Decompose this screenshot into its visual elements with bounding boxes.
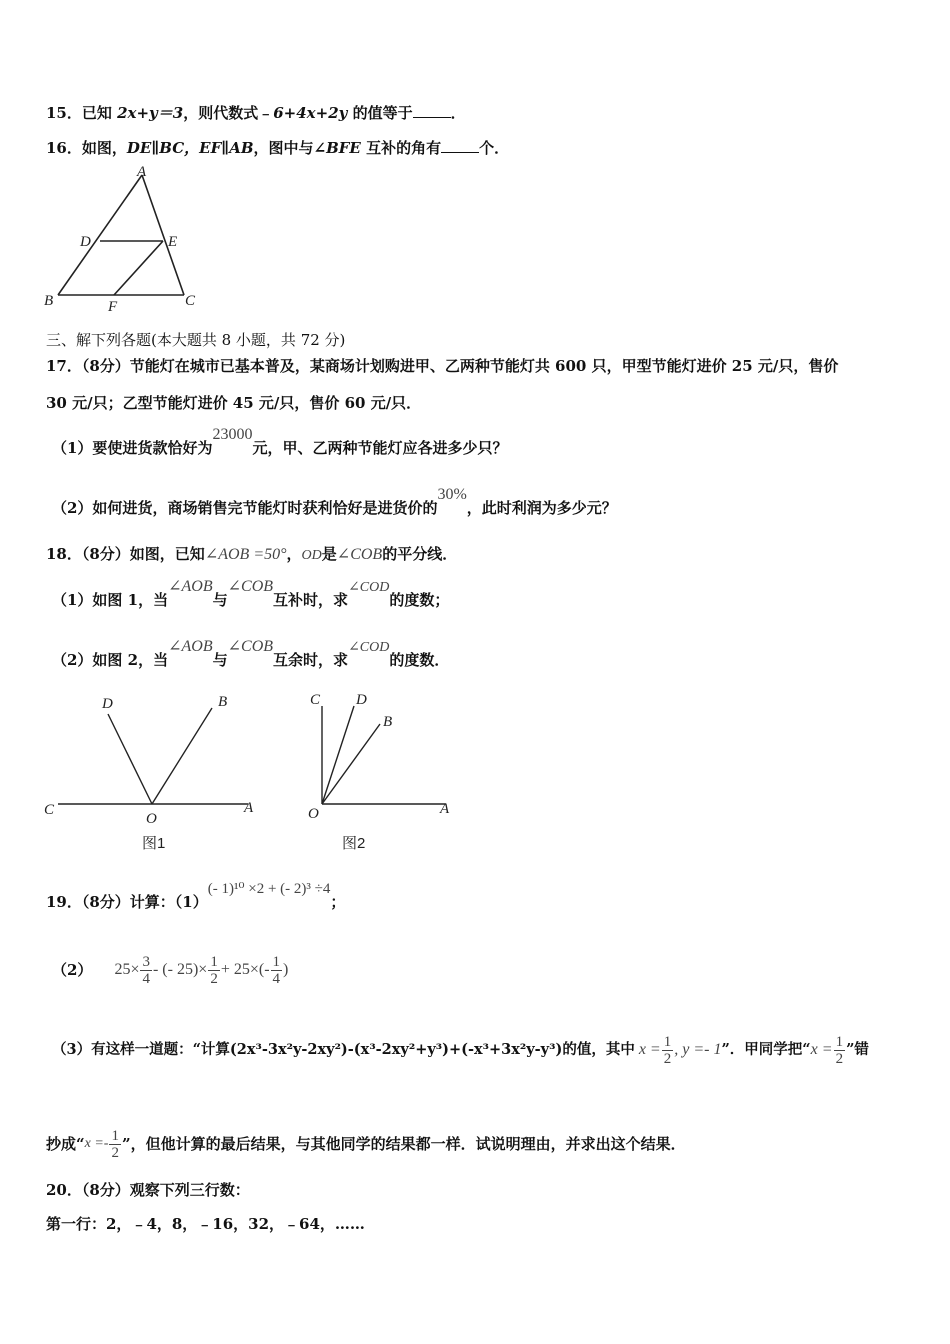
answer-blank (413, 103, 451, 118)
label-o: O (146, 811, 157, 827)
fraction: $\frac{1}{2}$ (663, 1033, 672, 1067)
segment-ef (114, 241, 163, 295)
label-a: A (440, 801, 450, 817)
q18-part2: （2）如图 2，当∠AOB与∠COB互余时，求∠COD的度数． (52, 638, 450, 669)
label-b: B (44, 293, 54, 309)
label-o: O (308, 806, 319, 822)
label-d: D (80, 234, 91, 250)
segment-ac (142, 175, 184, 295)
q17-line1: 17．（8分）节能灯在城市已基本普及，某商场计划购进甲、乙两种节能灯共 600 只，甲型节能灯进价 25 元/只，售价 (46, 357, 839, 375)
q18-part1: （1）如图 1，当∠AOB与∠COB互补时，求∠COD的度数； (52, 578, 450, 609)
q17-line2: 30 元/只；乙型节能灯进价 45 元/只，售价 60 元/只． (46, 394, 422, 412)
expr-part1: (- 1)¹⁰ ×2 + (- 2)³ ÷4 (207, 881, 331, 897)
q15-expr1: 2x+y＝3 (117, 104, 184, 122)
label-a: A (137, 164, 147, 180)
q19-part2: （2） 25× $\frac{3}{4}$ - (- 25)× $\frac{1}{2}$ + 25×(- $\frac{1}{4}$ ) (52, 953, 289, 987)
percent-value: 30% (437, 486, 467, 503)
fraction: $\frac{3}{4}$ (142, 953, 150, 987)
q17-part1: （1）要使进货款恰好为23000元，甲、乙两种节能灯应各进多少只？ (52, 426, 508, 457)
q19-line1: 19．（8分）计算：（1）(- 1)¹⁰ ×2 + (- 2)³ ÷4； (46, 881, 346, 911)
label-d: D (102, 696, 113, 712)
fraction: $\frac{1}{4}$ (272, 953, 281, 987)
label-c: C (310, 692, 321, 708)
q19-part3: （3）有这样一道题：“计算(2x³-3x²y-2xy²)-(x³-2xy²+y³)+(-x³+3x²y-y³)的值，其中 x = $\frac{1}{2}$ , y =- 1 ”．甲同学把“ x = $\frac{1}{2}$ ”错 (52, 1033, 869, 1067)
q18-figure-1 (38, 688, 270, 860)
answer-blank (441, 138, 479, 153)
q20-row1: 第一行：2，﹣4，8，﹣16，32，﹣64，…… (46, 1215, 365, 1233)
q18-line: 18．（8分）如图，已知∠AOB =50°，OD是∠COB的平分线． (46, 545, 458, 563)
ray-ob (152, 708, 212, 804)
fraction: $\frac{1}{2}$ (835, 1033, 844, 1067)
q16-triangle-figure (40, 162, 210, 312)
label-b: B (218, 694, 228, 710)
ray-od (108, 714, 152, 804)
label-c: C (44, 802, 55, 818)
q18-figure-2 (300, 688, 472, 860)
ray-ob (322, 724, 380, 804)
fraction: $\frac{1}{2}$ (210, 953, 218, 987)
figure-caption: 图1 (142, 835, 166, 852)
figure-caption: 图2 (342, 835, 366, 852)
label-e: E (168, 234, 178, 250)
q20-title: 20．（8分）观察下列三行数： (46, 1181, 250, 1199)
q15-expr2: 6+4x+2y (273, 104, 348, 122)
ray-od (322, 706, 354, 804)
section-title: 三、解下列各题(本大题共 8 小题，共 72 分) (46, 331, 346, 349)
label-b: B (383, 714, 393, 730)
label-f: F (108, 299, 118, 312)
q17-part2: （2）如何进货，商场销售完节能灯时获利恰好是进货价的30%，此时利润为多少元？ (52, 486, 617, 517)
fraction: $\frac{1}{2}$ (111, 1127, 119, 1161)
amount-value: 23000 (212, 426, 253, 443)
q19-line-last: 抄成“ x =- $\frac{1}{2}$ ”，但他计算的最后结果，与其他同学的结果都一样．试说明理由，并求出这个结果． (46, 1127, 686, 1161)
label-c: C (185, 293, 196, 309)
q16-line: 16．如图，DE∥BC，EF∥AB，图中与∠BFE 互补的角有 个． (46, 139, 510, 157)
label-d: D (356, 692, 367, 708)
q15-line: 15．已知 2x+y＝3，则代数式﹣6+4x+2y 的值等于 ． (46, 104, 466, 122)
label-a: A (244, 800, 254, 816)
